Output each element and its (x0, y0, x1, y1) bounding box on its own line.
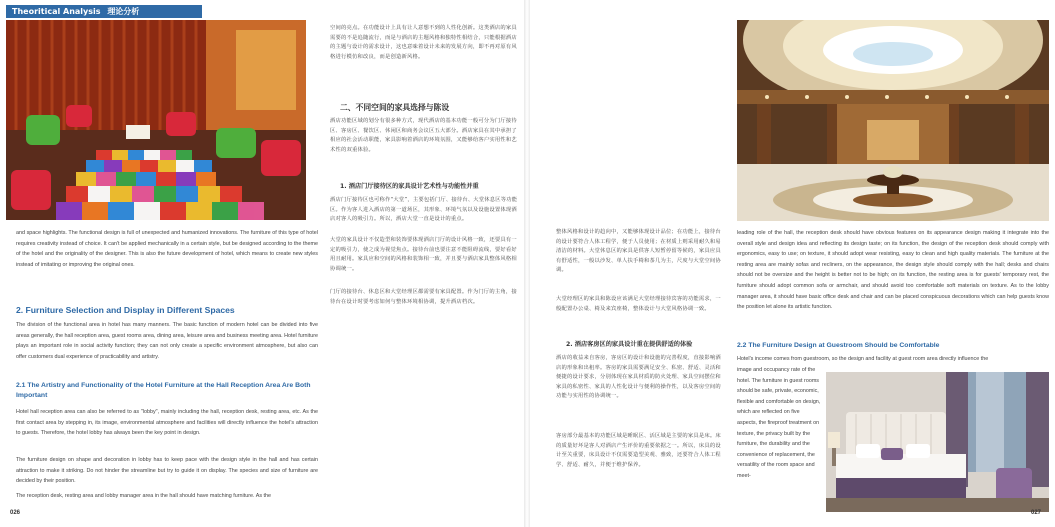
zh-paragraph: 酒店功能区域的划分有很多种方式，现代酒店的基本功能一般可分为门厅接待区、客房区、餐饮区、休闲区和商务会议区五大部分。酒店家具在其中承担了相应的社会活动职能，家具影响着酒店的环境氛围，又能够给客户实用性和艺术性的双重体验。 (330, 118, 517, 153)
zh-paragraph: 整体风格和设计的趋向中，又能够体现设计品位；在功能上，接待台的设计要符合人体工程学，便于人员使用；在材质上则采用耐久和易清洁的材料。大堂休息区的家具是供客人短暂停留等候的，家具应具有舒适性，一般以沙发、单人扶手椅和茶几为主，尺度与大堂空间协调。 (556, 229, 721, 274)
zh-paragraph: 客房部分最基本的功能区域是睡眠区、活区域是主要的家具是床。床的质量好坏是客人对酒店产生评价的重要依据之一。所以，床具的设计至关重要，床具设计不仅需要造型美观、雅致，还要符合人体工程学、舒适、耐久，并便于维护保养。 (556, 433, 721, 468)
zh-subsection-heading: 1. 酒店门厅接待区的家具设计艺术性与功能性并重 (340, 183, 479, 190)
section-title: Theoritical Analysis (12, 7, 101, 16)
section-header (12, 6, 139, 17)
page-number-left: 026 (10, 510, 21, 516)
zh-paragraph: 门厅的接待台、休息区和大堂经理区都需要有家具配置。作为门厅的主角，接待台在设计时要考虑如何与整体环境相协调，提升酒店档次。 (330, 289, 517, 305)
zh-paragraph: 大堂的家具设计不仅造型和装饰要体现酒店门厅的设计风格一致，还要具有一定的吸引力，使之成为视觉焦点。接待台前也要注意不能阻碍流线，要好看好用且耐用。家具应和空间的风格和装饰相一致，并且要与酒店家具整体风格相协调统一。 (330, 237, 517, 272)
en-paragraph: The reception desk, resting area and lobby manager area in the hall should have matching furniture. As the (16, 493, 272, 499)
lobby-lounge-photo (6, 20, 306, 220)
en-paragraph: The division of the functional area in hotel has many manners. The basic function of modern hotel can be divided into five areas generally, the hall reception area, guest rooms area, dining area, leisure area and business meeting area. Hotel furniture plays an important role in social activity function; they can not only create a specific environment atmosphere, but also can offer customers dual experience of practicability and artistry. (16, 322, 318, 360)
zh-section-heading: 二、不同空间的家具选择与陈设 (340, 103, 450, 112)
en-subsection-heading: 2.2 The Furniture Design at Guestroom Should be Comfortable (737, 342, 940, 349)
en-paragraph: The furniture design on shape and decoration in lobby has to keep pace with the design style in the hall and has certain attraction to make it striking. Do not hinder the streamline but try to guide it on display. The species and size of furniture are decided by their position. (16, 457, 318, 485)
en-paragraph: Hotel hall reception area can also be referred to as "lobby", mainly including the hall, reception desk, resting area, etc. As the first contact area by stepping in, its image, environmental atmosphere and facilities will directly influence the hotel's attraction to guests. Therefore, the hotel lobby has always been the key point in design. (16, 409, 318, 437)
zh-paragraph: 大堂经理区的家具和陈设应该满足大堂经理接待宾客的功能需求，一般配置办公桌、椅及来宾座椅，整体设计与大堂风格协调一致。 (556, 296, 721, 312)
en-paragraph: and space highlights. The functional design is full of unexpected and humanized innovations. The furniture of this type of hotel requires creativity instead of choice. It can't be applied mechanically in a certain style, but be designed according to the theme of the hotel and the originality of the designer. This is also the future development of hotel, which means to create new styles instead of imitating or improving the original ones. (16, 230, 318, 268)
guestroom-photo (826, 372, 1049, 512)
page-number-right: 027 (1031, 510, 1042, 516)
en-paragraph: leading role of the hall, the reception desk should have obvious features on its appearance design making it integrate into the overall style and design idea and reflecting its design taste; on its function, the design of the reception desk should comply with ergonomics, easy to use; on texture, it should adopt wear resisting, easy to clean and high quality materials. The furniture at the resting area are mainly sofas and recliners, on the appearance, the design style should comply with the hall; desks and chairs should not be oversize and the height is better not to be high; on its function, the resting area is for guests' temporary rest, the furniture should adopt common sofa or armchair, and should avoid too comfortable soft materials on texture. As to the lobby manager area, it should have basic office desk and chair and can be placed conspicuous decorations which can help guests know the position let alone its artistic function. (737, 230, 1049, 311)
en-paragraph: image and occupancy rate of the hotel. The furniture in guest rooms should be safe, private, economic, flexible and comfortable on design, which are reflected on five aspects, the fireproof treatment on texture, the privacy built by the furniture, the durability and the convenience of replacement, the versatility of the room space and meet- (737, 367, 821, 479)
page-gutter (524, 0, 530, 527)
zh-subsection-heading: 2. 酒店客房区的家具设计重在提供舒适的体验 (566, 341, 693, 348)
en-section-heading: 2. Furniture Selection and Display in Different Spaces (16, 305, 235, 315)
en-paragraph: Hotel's income comes from guestroom, so the design and facility at guest room area directly influence the (737, 356, 989, 362)
en-subsection-heading: 2.1 The Artistry and Functionality of the Hotel Furniture at the Hall Reception Area Are Both Important (16, 382, 311, 399)
hotel-lobby-photo (737, 20, 1049, 221)
section-title-zh: 理论分析 (107, 7, 140, 16)
zh-paragraph: 酒店门厅接待区也可称作“大堂”，主要包括门厅、接待台、大堂休息区等功能区。作为客人进入酒店的第一道场区，其形象、环境气氛以及设施设置体现酒店对客人的吸引力。所以，酒店大堂一直是设计的重点。 (330, 197, 518, 223)
zh-paragraph: 酒店的收益来自客房，客房区的设计和设施的完善程度，直接影响酒店的形象和出租率。客房的家具需要满足安全、私密、舒适、灵活和便捷的设计要求，分别体现在家具材质的防火处理、家具空间摆位和家具的私密性、家具的人性化设计与便利的操作性，以及客房空间的功能与实用性的协调统一。 (556, 355, 721, 400)
zh-intro-paragraph: 空间的亮点。在功能设计上具有让人意想不到的人性化创新。这类酒店的家具需要的不是追随流行，而是与酒店的主题风格和独特性相结合，只能根据酒店的主题与设计的需求设计，这也意味着设计未来的发展方向，即不再对原有风格进行模仿和改良，而是创造新风格。 (330, 25, 517, 60)
